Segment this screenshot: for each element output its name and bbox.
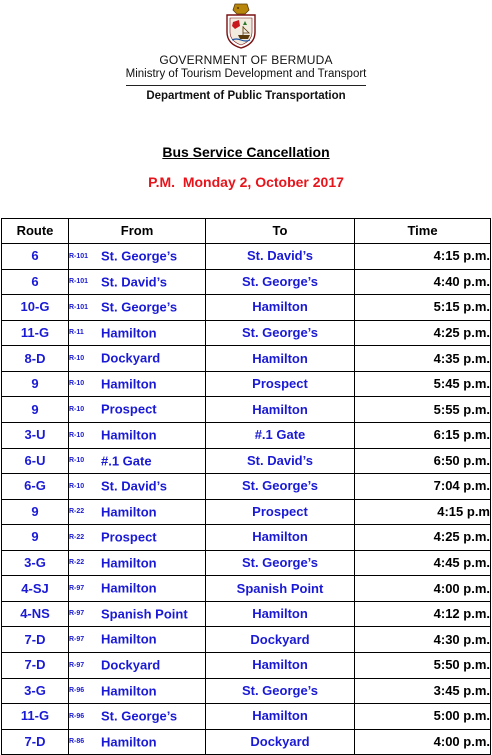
table-row: [2, 448, 491, 474]
ministry-name: Ministry of Tourism Development and Transport: [125, 68, 367, 80]
to-cell: Hamilton: [206, 601, 355, 627]
from-cell: [69, 474, 206, 500]
run-code: R-10: [69, 482, 85, 490]
time-cell: 4:35 p.m.: [355, 346, 491, 372]
route-cell: 3-U: [2, 422, 69, 448]
table-row: [2, 653, 491, 679]
letterhead-divider: [126, 85, 366, 86]
route-cell: 11-G: [2, 704, 69, 730]
time-cell: 4:30 p.m.: [355, 627, 491, 653]
run-code: R-86: [69, 738, 85, 746]
run-code: R-10: [69, 457, 85, 465]
time-cell: 6:50 p.m.: [355, 448, 491, 474]
route-cell: 9: [2, 499, 69, 525]
time-cell: 4:45 p.m.: [355, 550, 491, 576]
origin-stop: Spanish Point: [101, 606, 188, 622]
notice-title: Bus Service Cancellation: [162, 144, 330, 160]
to-cell: Prospect: [206, 499, 355, 525]
origin-stop: Hamilton: [101, 325, 157, 341]
route-cell: 3-G: [2, 678, 69, 704]
route-cell: 7-D: [2, 627, 69, 653]
origin-stop: Dockyard: [101, 657, 161, 673]
route-cell: 10-G: [2, 295, 69, 321]
from-cell: [69, 269, 206, 295]
notice-date: P.M. Monday 2, October 2017: [148, 174, 344, 190]
table-header-row: [2, 219, 491, 244]
government-name: GOVERNMENT OF BERMUDA: [159, 53, 333, 67]
letterhead: [0, 0, 492, 110]
origin-stop: #.1 Gate: [101, 453, 152, 469]
origin-stop: Dockyard: [101, 350, 161, 366]
route-cell: 6-U: [2, 448, 69, 474]
to-cell: St. George’s: [206, 269, 355, 295]
to-cell: Hamilton: [206, 295, 355, 321]
run-code: R-10: [69, 354, 85, 362]
time-cell: 4:25 p.m.: [355, 320, 491, 346]
to-cell: Dockyard: [206, 627, 355, 653]
time-cell: 5:15 p.m.: [355, 295, 491, 321]
origin-stop: Hamilton: [101, 504, 157, 520]
origin-stop: St. David’s: [101, 274, 167, 290]
origin-stop: Hamilton: [101, 376, 157, 392]
to-cell: Prospect: [206, 371, 355, 397]
from-cell: [69, 499, 206, 525]
table-row: [2, 576, 491, 602]
route-cell: 4-SJ: [2, 576, 69, 602]
from-cell: [69, 448, 206, 474]
time-cell: 4:15 p.m.: [355, 244, 491, 270]
origin-stop: Hamilton: [101, 427, 157, 443]
run-code: R-96: [69, 687, 85, 695]
route-cell: 9: [2, 371, 69, 397]
from-cell: [69, 653, 206, 679]
from-cell: [69, 295, 206, 321]
origin-stop: St. David’s: [101, 478, 167, 494]
bermuda-coat-of-arms-icon: [223, 2, 259, 50]
time-cell: 5:50 p.m.: [355, 653, 491, 679]
table-row: [2, 474, 491, 500]
from-cell: [69, 244, 206, 270]
table-row: [2, 601, 491, 627]
time-cell: 4:12 p.m.: [355, 601, 491, 627]
column-header-time: Time: [355, 219, 491, 244]
run-code: R-97: [69, 636, 85, 643]
origin-stop: Prospect: [101, 529, 157, 545]
to-cell: St. David’s: [206, 244, 355, 270]
table-row: [2, 704, 491, 730]
time-cell: 5:45 p.m.: [355, 371, 491, 397]
table-body: [2, 244, 491, 755]
table-row: [2, 244, 491, 270]
route-cell: 8-D: [2, 346, 69, 372]
table-row: [2, 295, 491, 321]
route-cell: 7-D: [2, 729, 69, 755]
to-cell: Hamilton: [206, 346, 355, 372]
route-cell: 4-NS: [2, 601, 69, 627]
table-row: [2, 627, 491, 653]
origin-stop: Prospect: [101, 401, 157, 417]
from-cell: [69, 397, 206, 423]
time-cell: 4:15 p.m: [355, 499, 491, 525]
origin-stop: Hamilton: [101, 632, 157, 647]
to-cell: Hamilton: [206, 704, 355, 730]
route-cell: 6: [2, 244, 69, 270]
run-code: R-22: [69, 559, 85, 567]
run-code: R-22: [69, 508, 85, 516]
from-cell: [69, 627, 206, 653]
table-row: [2, 525, 491, 551]
run-code: R-97: [69, 584, 85, 592]
to-cell: St. David’s: [206, 448, 355, 474]
table-row: [2, 269, 491, 295]
table-row: [2, 550, 491, 576]
time-cell: 5:00 p.m.: [355, 704, 491, 730]
from-cell: [69, 550, 206, 576]
run-code: R-101: [69, 252, 89, 260]
run-code: R-10: [69, 431, 85, 439]
from-cell: [69, 422, 206, 448]
time-cell: 4:25 p.m.: [355, 525, 491, 551]
to-cell: Spanish Point: [206, 576, 355, 602]
column-header-to: To: [206, 219, 355, 244]
table-row: [2, 729, 491, 755]
to-cell: St. George’s: [206, 550, 355, 576]
run-code: R-101: [69, 303, 89, 311]
origin-stop: St. George’s: [101, 248, 178, 264]
origin-stop: Hamilton: [101, 734, 157, 750]
to-cell: Hamilton: [206, 653, 355, 679]
origin-stop: St. George’s: [101, 708, 178, 724]
origin-stop: Hamilton: [101, 580, 157, 596]
run-code: R-10: [69, 405, 85, 413]
to-cell: Hamilton: [206, 525, 355, 551]
time-cell: 6:15 p.m.: [355, 422, 491, 448]
route-cell: 11-G: [2, 320, 69, 346]
to-cell: #.1 Gate: [206, 422, 355, 448]
from-cell: [69, 371, 206, 397]
to-cell: St. George’s: [206, 678, 355, 704]
route-cell: 6-G: [2, 474, 69, 500]
time-cell: 5:55 p.m.: [355, 397, 491, 423]
from-cell: [69, 346, 206, 372]
run-code: R-11: [69, 329, 84, 337]
table-row: [2, 678, 491, 704]
from-cell: [69, 576, 206, 602]
table-row: [2, 422, 491, 448]
to-cell: Hamilton: [206, 397, 355, 423]
run-code: R-10: [69, 380, 85, 388]
to-cell: St. George’s: [206, 320, 355, 346]
run-code: R-97: [69, 610, 85, 618]
route-cell: 9: [2, 525, 69, 551]
cancellation-table: [1, 218, 491, 755]
from-cell: [69, 601, 206, 627]
time-cell: 4:00 p.m.: [355, 576, 491, 602]
route-cell: 3-G: [2, 550, 69, 576]
time-cell: 4:40 p.m.: [355, 269, 491, 295]
column-header-from: From: [69, 219, 206, 244]
table-row: [2, 371, 491, 397]
run-code: R-22: [69, 533, 85, 541]
time-cell: 7:04 p.m.: [355, 474, 491, 500]
to-cell: St. George’s: [206, 474, 355, 500]
from-cell: [69, 320, 206, 346]
route-cell: 9: [2, 397, 69, 423]
origin-stop: St. George’s: [101, 299, 178, 315]
from-cell: [69, 729, 206, 755]
from-cell: [69, 525, 206, 551]
route-cell: 6: [2, 269, 69, 295]
table-row: [2, 320, 491, 346]
time-cell: 3:45 p.m.: [355, 678, 491, 704]
from-cell: [69, 704, 206, 730]
origin-stop: Hamilton: [101, 555, 157, 571]
origin-stop: Hamilton: [101, 683, 157, 699]
from-cell: [69, 678, 206, 704]
column-header-route: Route: [2, 219, 69, 244]
run-code: R-97: [69, 661, 85, 669]
table-row: [2, 397, 491, 423]
department-name: Department of Public Transportation: [146, 90, 346, 102]
run-code: R-96: [69, 712, 85, 720]
time-cell: 4:00 p.m.: [355, 729, 491, 755]
to-cell: Dockyard: [206, 729, 355, 755]
run-code: R-101: [69, 278, 89, 286]
table-row: [2, 346, 491, 372]
route-cell: 7-D: [2, 653, 69, 679]
table-row: [2, 499, 491, 525]
